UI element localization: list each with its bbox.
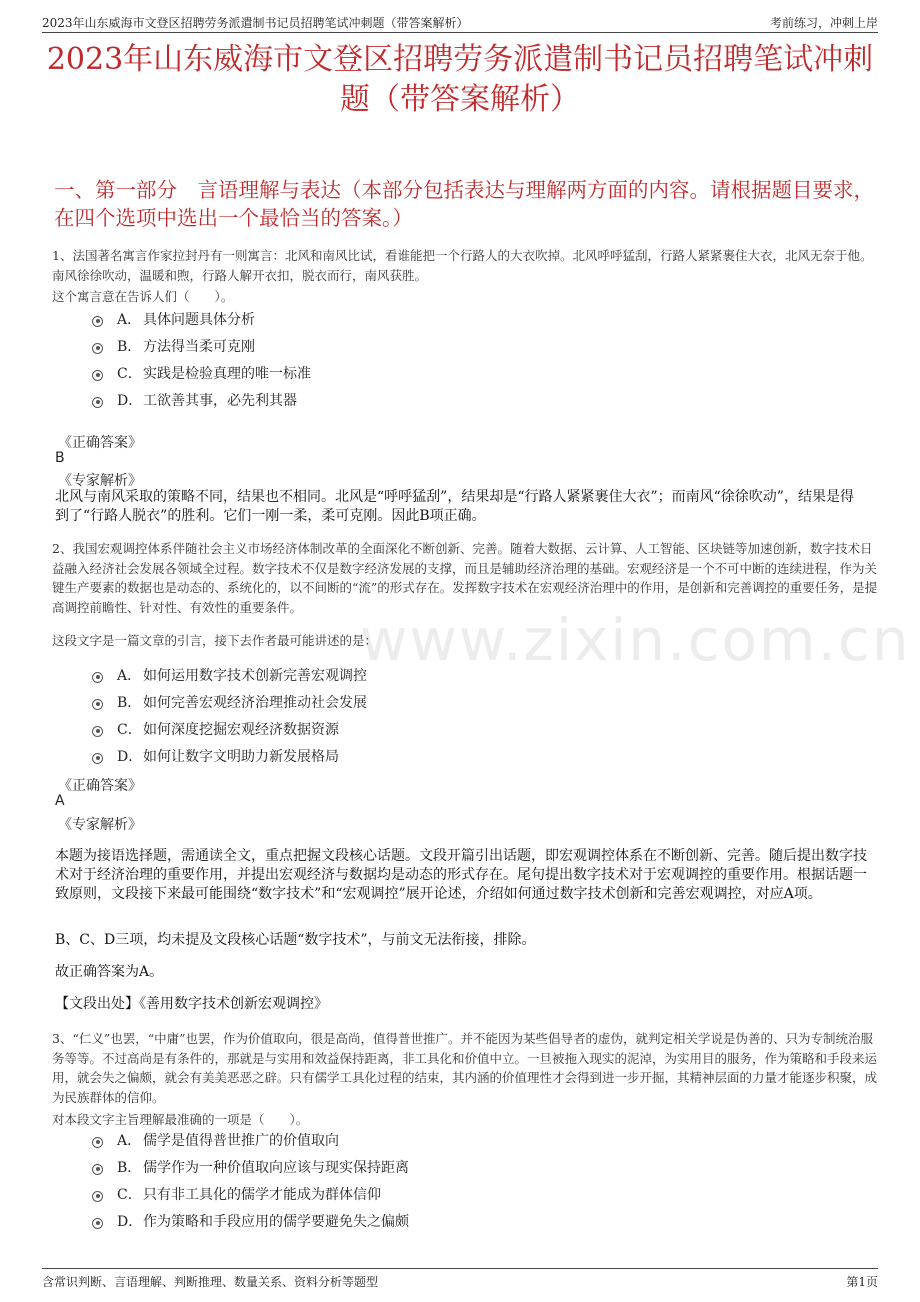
section-heading: 一、第一部分 言语理解与表达（本部分包括表达与理解两方面的内容。请根据题目要求，在四个选项中选出一个最恰当的答案。） — [54, 178, 874, 230]
question-2-stem: 2、我国宏观调控体系伴随社会主义市场经济体制改革的全面深化不断创新、完善。随着大数据、云计算、人工智能、区块链等加速创新，数字技术日益融入经济社会发展各领域全过程。数字技术不仅是数字经济发展的支撑，而且是辅助经济治理的基础。宏观经济是一个不可中断的连续进程，作为关键生产要素的数据也是动态的、系统化的，以不间断的“流”的形式存在。发挥数字技术在宏观经济治理中的作用，是创新和完善调控的重要任务，是提高调控前瞻性、针对性、有效性的重要条件。 — [52, 541, 878, 615]
radio-icon[interactable] — [92, 1218, 103, 1229]
option-text: 方法得当柔可克刚 — [143, 339, 255, 355]
option-text: 如何运用数字技术创新完善宏观调控 — [143, 668, 367, 684]
question-1-stem: 1、法国著名寓言作家拉封丹有一则寓言：北风和南风比试，看谁能把一个行路人的大衣吹掉。北风呼呼猛刮，行路人紧紧裹住大衣，北风无奈于他。南风徐徐吹动，温暖和煦，行路人解开衣扣，脱衣而行，南风获胜。 — [52, 248, 873, 283]
question-3-option-c[interactable] — [92, 1184, 381, 1204]
question-2-analysis-1: 本题为接语选择题，需通读全文，重点把握文段核心话题。文段开篇引出话题，即宏观调控体系在不断创新、完善。随后提出数字技术对于经济治理的重要作用，并提出宏观经济与数据均是动态的形式存在。尾句提出数字技术对于宏观调控的重要作用。根据话题一致原则，文段接下来最可能围绕“数字技术”和“宏观调控”展开论述，介绍如何通过数字技术创新和完善宏观调控，对应A项。 — [55, 848, 867, 902]
radio-icon[interactable] — [92, 370, 103, 381]
radio-icon[interactable] — [92, 699, 103, 710]
question-2-option-a[interactable] — [92, 665, 367, 685]
question-2-option-b[interactable] — [92, 692, 367, 712]
question-1-option-b[interactable] — [92, 336, 255, 356]
option-text: 儒学作为一种价值取向应该与现实保持距离 — [143, 1160, 409, 1176]
option-text: 如何深度挖掘宏观经济数据资源 — [143, 722, 339, 738]
radio-icon[interactable] — [92, 726, 103, 737]
question-3-option-d[interactable] — [92, 1211, 409, 1231]
page-title: 2023年山东威海市文登区招聘劳务派遣制书记员招聘笔试冲刺题（带答案解析） — [46, 42, 874, 117]
option-letter: B． — [117, 695, 142, 711]
option-letter: B． — [117, 339, 142, 355]
footer-note: 含常识判断、言语理解、判断推理、数量关系、资料分析等题型 — [42, 1275, 379, 1289]
question-2-answer: A — [55, 793, 65, 809]
option-text: 儒学是值得普世推广的价值取向 — [143, 1133, 339, 1149]
option-letter: D． — [117, 749, 143, 765]
question-1-ask: 这个寓言意在告诉人们（ ）。 — [52, 289, 234, 304]
option-letter: B． — [117, 1160, 142, 1176]
question-3-option-a[interactable] — [92, 1130, 339, 1150]
question-1-answer-label: 《正确答案》 — [58, 435, 142, 451]
radio-icon[interactable] — [92, 397, 103, 408]
question-1-option-c[interactable] — [92, 363, 311, 383]
question-1-option-a[interactable] — [92, 309, 255, 329]
option-letter: A． — [117, 312, 142, 328]
option-text: 工欲善其事，必先利其器 — [143, 393, 297, 409]
option-letter: A． — [117, 668, 142, 684]
option-text: 作为策略和手段应用的儒学要避免失之偏颇 — [143, 1214, 409, 1230]
option-letter: C． — [117, 366, 142, 382]
option-letter: C． — [117, 722, 142, 738]
question-2-ask: 这段文字是一篇文章的引言，接下去作者最可能讲述的是： — [52, 633, 378, 648]
option-letter: D． — [117, 393, 143, 409]
footer-divider — [42, 1268, 878, 1269]
option-letter: C． — [117, 1187, 142, 1203]
question-2-option-d[interactable] — [92, 746, 339, 766]
option-text: 如何让数字文明助力新发展格局 — [143, 749, 339, 765]
question-1-analysis-label: 《专家解析》 — [58, 473, 142, 489]
option-letter: A． — [117, 1133, 142, 1149]
question-2-answer-label: 《正确答案》 — [58, 778, 142, 794]
option-text: 如何完善宏观经济治理推动社会发展 — [143, 695, 367, 711]
question-2-analysis-label: 《专家解析》 — [58, 817, 142, 833]
header-divider — [42, 32, 878, 33]
option-text: 实践是检验真理的唯一标准 — [143, 366, 311, 382]
question-1-option-d[interactable] — [92, 390, 297, 410]
radio-icon[interactable] — [92, 316, 103, 327]
radio-icon[interactable] — [92, 672, 103, 683]
question-2-analysis-2: B、C、D三项，均未提及文段核心话题“数字技术”，与前文无法衔接，排除。 — [55, 932, 536, 948]
question-2-source: 【文段出处】《善用数字技术创新宏观调控》 — [55, 996, 328, 1012]
question-1-analysis: 北风与南风采取的策略不同，结果也不相同。北风是“呼呼猛刮”，结果却是“行路人紧紧裹住大衣”；而南风“徐徐吹动”，结果是得到了“行路人脱衣”的胜利。它们一刚一柔，柔可克刚。因此B项正确。 — [55, 489, 854, 524]
question-3-ask: 对本段文字主旨理解最准确的一项是（ ）。 — [52, 1112, 309, 1127]
option-text: 只有非工具化的儒学才能成为群体信仰 — [143, 1187, 381, 1203]
option-letter: D． — [117, 1214, 143, 1230]
radio-icon[interactable] — [92, 1164, 103, 1175]
radio-icon[interactable] — [92, 1191, 103, 1202]
radio-icon[interactable] — [92, 753, 103, 764]
watermark: www.zixin.com.cn — [360, 606, 911, 674]
question-2-option-c[interactable] — [92, 719, 339, 739]
option-text: 具体问题具体分析 — [143, 312, 255, 328]
question-3-option-b[interactable] — [92, 1157, 409, 1177]
header-doc-title: 2023年山东威海市文登区招聘劳务派遣制书记员招聘笔试冲刺题（带答案解析） — [42, 16, 469, 30]
radio-icon[interactable] — [92, 1137, 103, 1148]
header-slogan: 考前练习，冲刺上岸 — [769, 16, 878, 30]
radio-icon[interactable] — [92, 343, 103, 354]
page-number: 第1页 — [846, 1275, 878, 1289]
question-1-answer: B — [55, 450, 65, 466]
question-2-analysis-3: 故正确答案为A。 — [55, 964, 164, 980]
question-3-stem: 3、“仁义”也罢，“中庸”也罢，作为价值取向，很是高尚，值得普世推广。并不能因为某些倡导者的虚伪，就判定相关学说是伪善的、只为专制统治服务等等。不过高尚是有条件的，那就是与实用和效益保持距离，非工具化和价值中立。一旦被拖入现实的泥淖，为实用目的服务，作为策略和手段来运用，就会失之偏颇，就会有美美恶恶之辟。只有儒学工具化过程的结束，其内涵的价值理性才会得到进一步开掘，其精神层面的力量才能逐步积聚，成为民族群体的信仰。 — [52, 1031, 878, 1105]
